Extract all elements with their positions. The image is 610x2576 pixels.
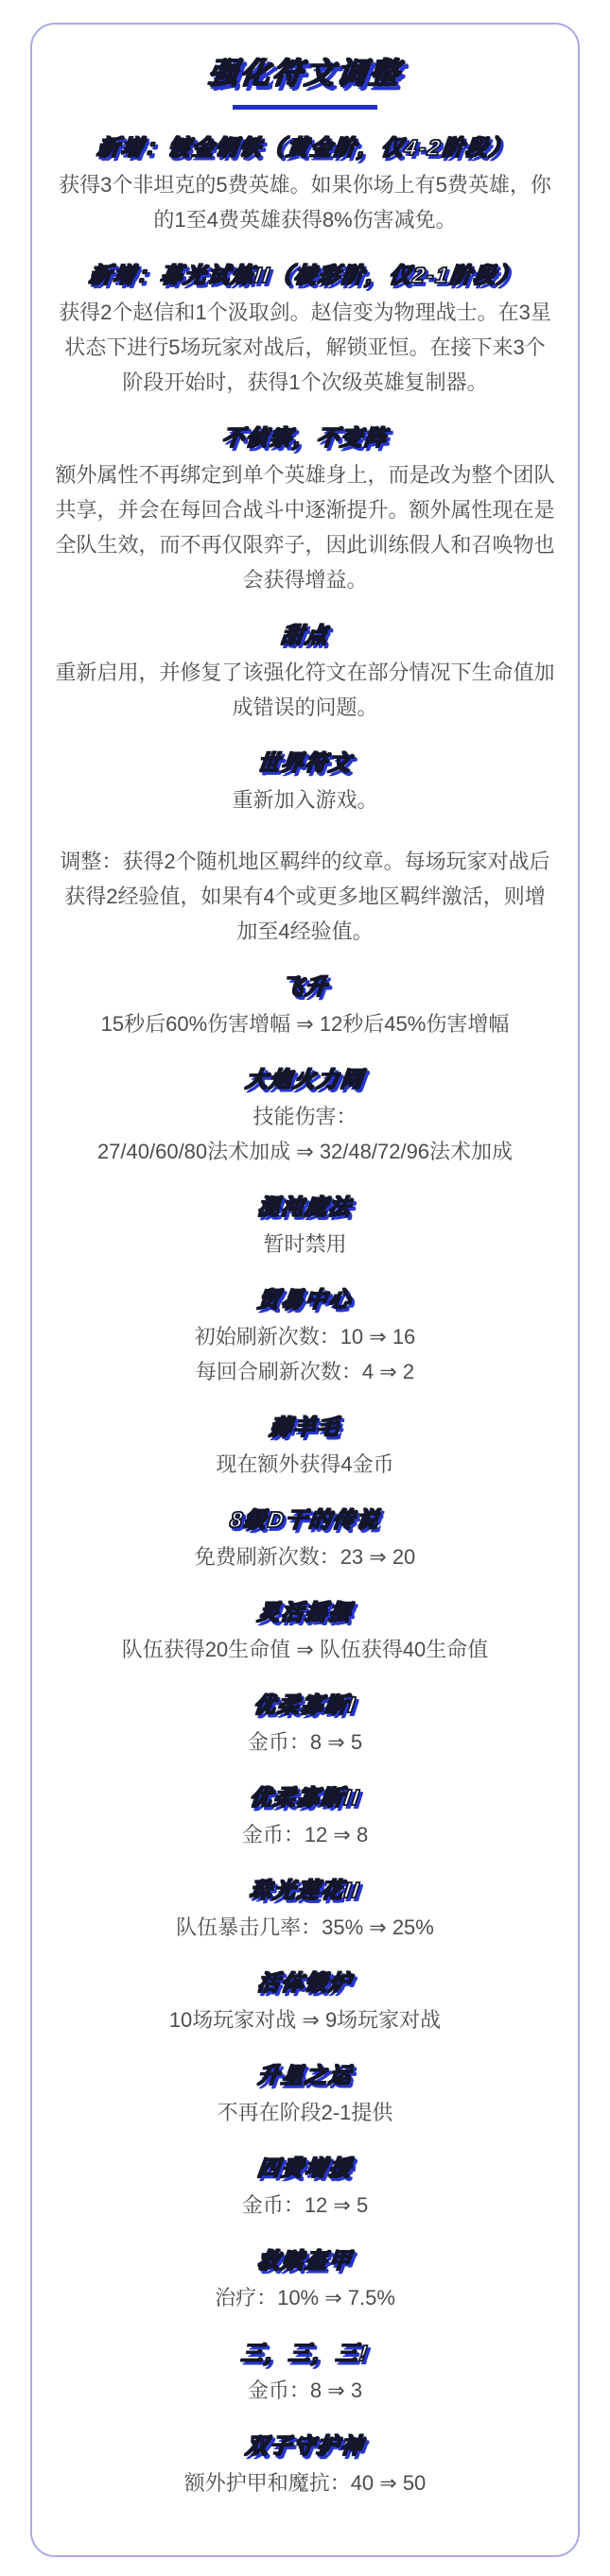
section-header: 8级D干的传说 (228, 1507, 382, 1532)
section-paragraph: 重新加入游戏。 (232, 788, 378, 812)
section-header: 混沌魔法 (255, 1194, 355, 1219)
section-paragraph: 暂时禁用 (263, 1232, 347, 1256)
section-header: 新增：镀金钢铁（黄金阶，仅4-2阶段） (96, 135, 514, 160)
augment-section (55, 1690, 555, 1760)
augment-section (55, 1412, 555, 1482)
augment-section (55, 1597, 555, 1667)
section-paragraph: 15秒后60%伤害增幅 ⇒ 12秒后45%伤害增幅 (100, 1012, 510, 1036)
section-paragraph: 金币：12 ⇒ 5 (241, 2193, 369, 2217)
section-paragraph: 免费刷新次数：23 ⇒ 20 (194, 1545, 416, 1569)
section-paragraph: 技能伤害： (253, 1105, 357, 1128)
section-paragraph: 不再在阶段2-1提供 (217, 2101, 393, 2124)
section-paragraph: 现在额外获得4金币 (216, 1452, 394, 1476)
augment-section (55, 1782, 555, 1852)
section-header: 优柔寡断II (248, 1785, 362, 1810)
augment-section (55, 1504, 555, 1574)
section-header: 四费增援 (255, 2155, 355, 2180)
augment-section (55, 260, 555, 400)
augment-section (55, 2338, 555, 2408)
augment-section (55, 747, 555, 949)
section-paragraph: 金币：8 ⇒ 5 (247, 1730, 363, 1754)
section-paragraph: 27/40/60/80法术加成 ⇒ 32/48/72/96法术加成 (96, 1140, 514, 1163)
section-paragraph: 金币：12 ⇒ 8 (241, 1823, 369, 1846)
augment-section (55, 1192, 555, 1262)
section-header: 大炮火力网 (244, 1067, 366, 1091)
section-header: 救赎盔甲 (255, 2248, 355, 2273)
section-header: 灵活摇摆 (255, 1600, 355, 1624)
section-header: 优柔寡断I (252, 1692, 358, 1717)
augment-section (55, 2245, 555, 2315)
augment-section (55, 2153, 555, 2223)
section-header: 升星之运 (255, 2063, 355, 2087)
augment-section (55, 1064, 555, 1169)
page-title: 强化符文调整 (206, 57, 404, 90)
section-paragraph: 获得2个赵信和1个汲取剑。赵信变为物理战士。在3星状态下进行5场玩家对战后，解锁亚恒。在接下来3个阶段开始时，获得1个次级英雄复制器。 (59, 301, 551, 394)
section-header: 双子守护神 (244, 2433, 366, 2458)
augment-section (55, 132, 555, 237)
section-paragraph: 调整：获得2个随机地区羁绊的纹章。每场玩家对战后获得2经验值，如果有4个或更多地区羁绊激活，则增加至4经验值。 (60, 850, 550, 943)
section-paragraph: 额外属性不再绑定到单个英雄身上，而是改为整个团队共享，并会在每回合战斗中逐渐提升。额外属性现在是全队生效，而不再仅限弈子，因此训练假人和召唤物也会获得增益。 (55, 463, 555, 592)
section-header: 甜点 (279, 623, 331, 647)
section-header: 飞升 (279, 974, 331, 999)
section-paragraph: 治疗：10% ⇒ 7.5% (215, 2286, 395, 2310)
augment-section (55, 422, 555, 597)
section-paragraph: 额外护甲和魔抗：40 ⇒ 50 (183, 2471, 427, 2495)
section-paragraph: 初始刷新次数：10 ⇒ 16 (194, 1325, 416, 1348)
augment-section (55, 2060, 555, 2130)
augment-section (55, 620, 555, 725)
patch-notes-page (0, 23, 610, 2557)
section-header: 贸易中心 (255, 1287, 355, 1312)
section-paragraph: 每回合刷新次数：4 ⇒ 2 (195, 1360, 415, 1383)
sections-container (55, 132, 555, 2500)
section-paragraph: 重新启用，并修复了该强化符文在部分情况下生命值加成错误的问题。 (55, 661, 555, 719)
section-paragraph: 10场玩家对战 ⇒ 9场玩家对战 (168, 2008, 442, 2032)
title-underline (233, 105, 377, 110)
augment-section (55, 971, 555, 1041)
section-paragraph: 金币：8 ⇒ 3 (247, 2379, 363, 2402)
section-header: 活体锻炉 (255, 1970, 355, 1995)
section-paragraph: 队伍获得20生命值 ⇒ 队伍获得40生命值 (121, 1638, 489, 1661)
patch-notes-card (30, 23, 580, 2557)
section-header: 薅羊毛 (268, 1415, 342, 1439)
augment-section (55, 1875, 555, 1945)
section-header: 不侦察，不变阵 (220, 425, 390, 450)
augment-section (55, 1284, 555, 1389)
section-header: 珠光莲花II (248, 1878, 362, 1902)
augment-section (55, 1967, 555, 2037)
section-header: 三，三，三! (239, 2341, 371, 2365)
augment-section (55, 2430, 555, 2500)
section-paragraph: 获得3个非坦克的5费英雄。如果你场上有5费英雄，你的1至4费英雄获得8%伤害减免。 (59, 173, 551, 232)
section-header: 新增：暮光试炼II（棱彩阶，仅2-1阶段） (87, 263, 523, 287)
section-paragraph: 队伍暴击几率：35% ⇒ 25% (176, 1915, 434, 1939)
section-header: 世界符文 (255, 750, 355, 775)
